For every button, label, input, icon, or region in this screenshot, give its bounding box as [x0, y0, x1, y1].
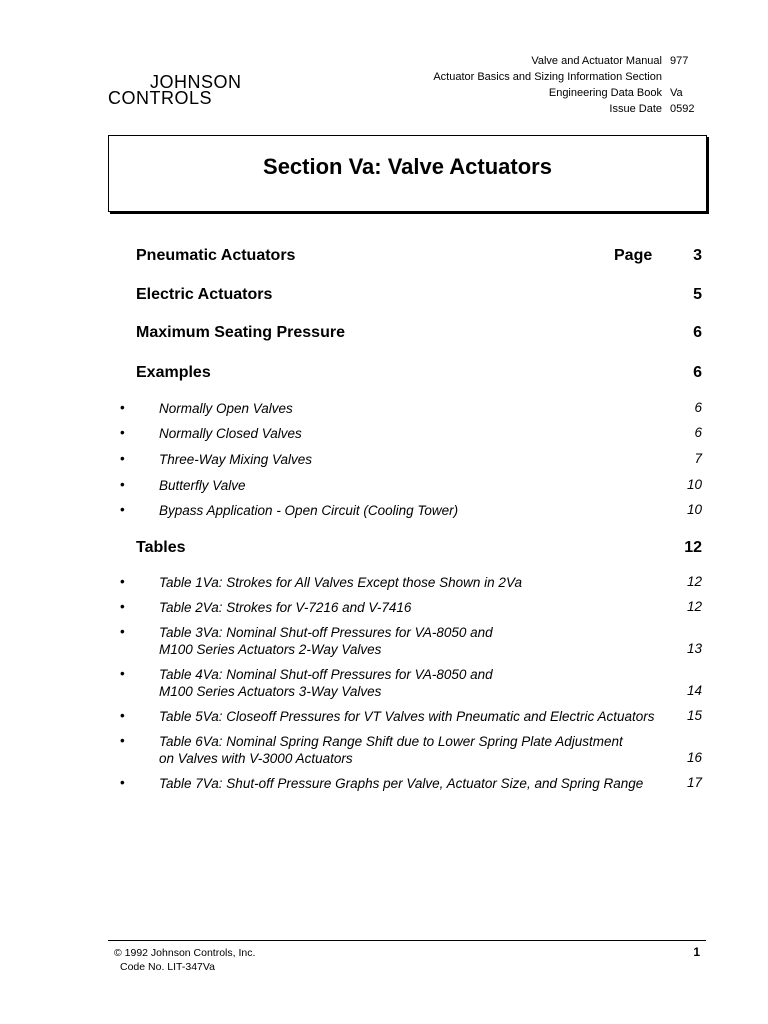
subitem-page: 10 — [686, 477, 702, 492]
footer-info — [114, 946, 255, 974]
bullet-icon: • — [120, 708, 125, 723]
subitem-page: 6 — [694, 425, 702, 440]
subitem-text: Table 6Va: Nominal Spring Range Shift due to Lower Spring Plate Adjustment — [159, 734, 623, 749]
subitem-text: Normally Open Valves — [159, 401, 293, 416]
subitem-page: 14 — [686, 683, 702, 698]
bullet-icon: • — [120, 733, 125, 748]
toc-label: Electric Actuators — [136, 286, 273, 303]
title-box — [108, 135, 707, 212]
bullet-icon: • — [120, 425, 125, 440]
logo-line-1: JOHNSON — [150, 72, 242, 92]
subitem-page: 12 — [686, 599, 702, 614]
footer-copyright: © 1992 Johnson Controls, Inc. — [114, 947, 256, 959]
subitem-text: Bypass Application - Open Circuit (Cooling Tower) — [159, 503, 459, 518]
bullet-icon: • — [120, 574, 125, 589]
subitem-text-line-2: M100 Series Actuators 3-Way Valves — [159, 684, 382, 699]
subitem-page: 17 — [686, 775, 702, 790]
subitem-text: Three-Way Mixing Valves — [159, 452, 313, 467]
subitem-text-line-2: on Valves with V-3000 Actuators — [159, 751, 353, 766]
toc-page: 6 — [693, 364, 702, 381]
footer-divider — [108, 940, 706, 941]
subitem-page: 12 — [686, 574, 702, 589]
subitem-page: 13 — [686, 641, 702, 656]
meta-label: Issue Date — [609, 103, 662, 115]
meta-row — [380, 69, 700, 85]
page-column-label: Page — [614, 247, 653, 264]
meta-value: Va — [670, 87, 683, 99]
document-meta — [380, 53, 700, 117]
meta-value: 977 — [670, 55, 689, 67]
toc-page: 6 — [693, 324, 702, 341]
toc-entry-pneumatic[interactable] — [136, 247, 702, 265]
company-logo — [108, 70, 258, 110]
bullet-icon: • — [120, 400, 125, 415]
subitem-text: Table 4Va: Nominal Shut-off Pressures for VA-8050 and — [159, 667, 493, 682]
subitem-text: Table 1Va: Strokes for All Valves Except those Shown in 2Va — [159, 575, 522, 590]
toc-entry-max-seating[interactable] — [136, 324, 702, 342]
bullet-icon: • — [120, 451, 125, 466]
toc-entry-examples[interactable] — [136, 364, 702, 382]
meta-label: Valve and Actuator Manual — [531, 55, 662, 67]
subitem-page: 15 — [686, 708, 702, 723]
meta-label: Actuator Basics and Sizing Information Section — [433, 71, 662, 83]
meta-row — [380, 85, 700, 101]
subitem-text-line-2: M100 Series Actuators 2-Way Valves — [159, 642, 382, 657]
page-number: 1 — [693, 945, 700, 959]
subitem-text: Table 3Va: Nominal Shut-off Pressures for VA-8050 and — [159, 625, 493, 640]
bullet-icon: • — [120, 599, 125, 614]
toc-label: Pneumatic Actuators — [136, 247, 296, 264]
toc-entry-electric[interactable] — [136, 286, 702, 304]
subitem-page: 6 — [694, 400, 702, 415]
bullet-icon: • — [120, 477, 125, 492]
toc-page: 12 — [684, 539, 702, 556]
bullet-icon: • — [120, 502, 125, 517]
footer-code: Code No. LIT-347Va — [120, 961, 215, 973]
bullet-icon: • — [120, 624, 125, 639]
bullet-icon: • — [120, 666, 125, 681]
subitem-page: 16 — [686, 750, 702, 765]
subitem-text: Normally Closed Valves — [159, 426, 302, 441]
toc-entry-tables[interactable] — [136, 539, 702, 557]
toc-label: Maximum Seating Pressure — [136, 324, 345, 341]
subitem-text: Table 5Va: Closeoff Pressures for VT Valves with Pneumatic and Electric Actuators — [159, 709, 655, 724]
meta-label: Engineering Data Book — [548, 87, 662, 99]
page-title: Section Va: Valve Actuators — [263, 154, 552, 179]
bullet-icon: • — [120, 775, 125, 790]
subitem-text: Table 2Va: Strokes for V-7216 and V-7416 — [159, 600, 412, 615]
subitem-text: Butterfly Valve — [159, 478, 246, 493]
meta-row — [380, 101, 700, 117]
toc-label: Examples — [136, 364, 211, 381]
subitem-page: 7 — [694, 451, 702, 466]
meta-value: 0592 — [670, 103, 695, 115]
toc-label: Tables — [136, 539, 186, 556]
subitem-text: Table 7Va: Shut-off Pressure Graphs per Valve, Actuator Size, and Spring Range — [159, 776, 644, 791]
toc-page: 5 — [693, 286, 702, 303]
meta-row — [380, 53, 700, 69]
subitem-page: 10 — [686, 502, 702, 517]
toc-page: 3 — [693, 247, 702, 264]
logo-line-2: CONTROLS — [108, 88, 213, 108]
